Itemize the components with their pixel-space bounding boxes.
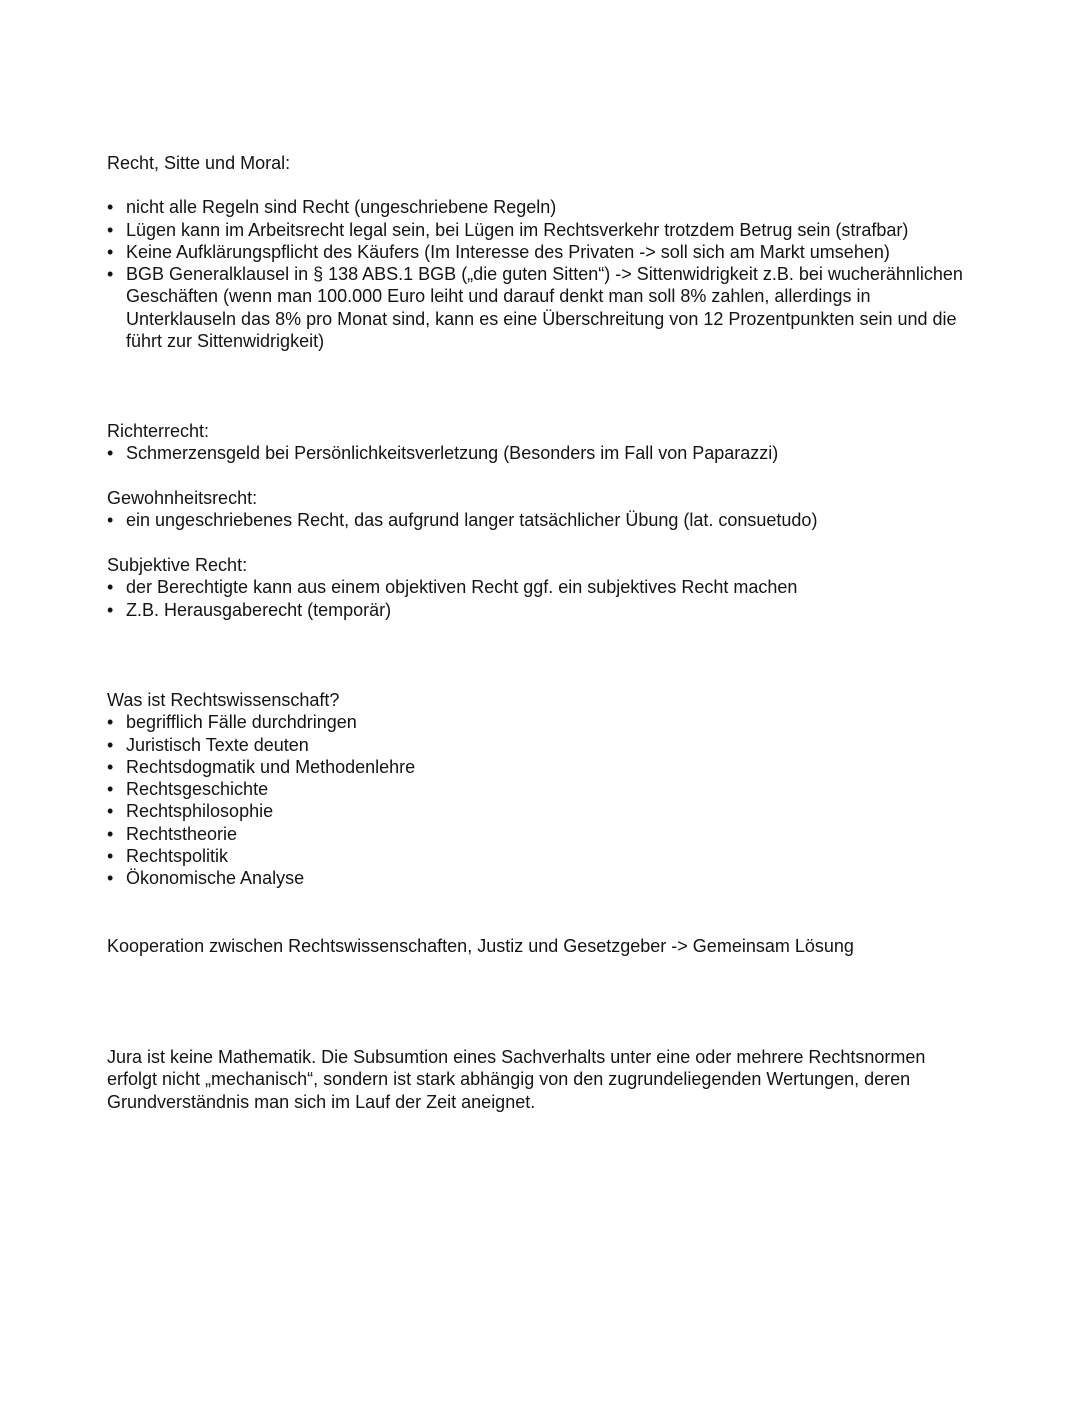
bullet-list: [107, 711, 977, 889]
list-item: [107, 509, 977, 531]
list-item: [107, 219, 977, 241]
list-item-text: Juristisch Texte deuten: [126, 734, 309, 755]
section-heading: Subjektive Recht:: [107, 555, 248, 575]
list-item: [107, 823, 977, 845]
bullet-icon: •: [107, 868, 114, 889]
bullet-icon: •: [107, 264, 114, 285]
list-item-text: Rechtsdogmatik und Methodenlehre: [126, 756, 416, 777]
list-item-text: BGB Generalklausel in § 138 ABS.1 BGB („die guten Sitten“) -> Sittenwidrigkeit z.B. bei wucherähnlichen Geschäften (wenn man 100.000 Euro leiht und darauf denkt man soll 8% zahlen, allerdings in Unterklauseln das 8% pro Monat sind, kann es eine Überschreitung von 12 Prozentpunkten sein und die führt zur Sittenwidrigkeit): [126, 264, 963, 352]
list-item: [107, 867, 977, 889]
bullet-icon: •: [107, 779, 114, 800]
list-item-text: Rechtsgeschichte: [126, 779, 269, 800]
section-recht-sitte-moral: [107, 152, 977, 352]
bullet-icon: •: [107, 599, 114, 620]
bullet-icon: •: [107, 577, 114, 598]
list-item-text: Ökonomische Analyse: [126, 868, 305, 889]
bullet-icon: •: [107, 443, 114, 464]
list-item-text: Z.B. Herausgaberecht (temporär): [126, 599, 392, 620]
bullet-list: [107, 509, 977, 531]
section-heading: Gewohnheitsrecht:: [107, 488, 258, 508]
list-item: [107, 800, 977, 822]
section-heading: Was ist Rechtswissenschaft?: [107, 690, 340, 710]
section-heading: Recht, Sitte und Moral:: [107, 153, 291, 173]
paragraph: Jura ist keine Mathematik. Die Subsumtion eines Sachverhalts unter eine oder mehrere Rechtsnormen erfolgt nicht „mechanisch“, sondern ist stark abhängig von den zugrundeliegenden Wertungen, deren Grundverständnis man sich im Lauf der Zeit aneignet.: [107, 1047, 926, 1112]
list-item: [107, 576, 977, 598]
list-item-text: Lügen kann im Arbeitsrecht legal sein, bei Lügen im Rechtsverkehr trotzdem Betrug sein (strafbar): [126, 219, 909, 240]
bullet-icon: •: [107, 801, 114, 822]
list-item: [107, 711, 977, 733]
list-item-text: nicht alle Regeln sind Recht (ungeschriebene Regeln): [126, 197, 557, 218]
bullet-icon: •: [107, 219, 114, 240]
bullet-list: [107, 196, 977, 352]
list-item-text: begrifflich Fälle durchdringen: [126, 712, 357, 733]
list-item: [107, 734, 977, 756]
section-rechtswissenschaft: [107, 689, 977, 890]
list-item-text: Rechtsphilosophie: [126, 801, 274, 822]
list-item: [107, 442, 977, 464]
list-item-text: Rechtspolitik: [126, 846, 229, 867]
bullet-icon: •: [107, 712, 114, 733]
list-item: [107, 263, 966, 352]
section-subjektive-recht: [107, 554, 977, 621]
bullet-icon: •: [107, 510, 114, 531]
list-item-text: ein ungeschriebenes Recht, das aufgrund langer tatsächlicher Übung (lat. consuetudo): [126, 510, 818, 531]
list-item: [107, 241, 977, 263]
bullet-list: [107, 576, 977, 621]
list-item-text: Keine Aufklärungspflicht des Käufers (Im Interesse des Privaten -> soll sich am Markt umsehen): [126, 241, 890, 262]
section-heading: Richterrecht:: [107, 421, 210, 441]
list-item: [107, 845, 977, 867]
list-item-text: Rechtstheorie: [126, 823, 238, 844]
section-kooperation: [107, 935, 977, 957]
section-gewohnheitsrecht: [107, 487, 977, 532]
bullet-icon: •: [107, 823, 114, 844]
bullet-icon: •: [107, 734, 114, 755]
bullet-icon: •: [107, 756, 114, 777]
bullet-list: [107, 442, 977, 464]
bullet-icon: •: [107, 846, 114, 867]
section-jura: [107, 1046, 977, 1113]
list-item: [107, 756, 977, 778]
list-item: [107, 599, 977, 621]
list-item-text: Schmerzensgeld bei Persönlichkeitsverletzung (Besonders im Fall von Paparazzi): [126, 443, 779, 464]
section-richterrecht: [107, 420, 977, 465]
bullet-icon: •: [107, 197, 114, 218]
paragraph: Kooperation zwischen Rechtswissenschaften, Justiz und Gesetzgeber -> Gemeinsam Lösung: [107, 936, 854, 956]
list-item-text: der Berechtigte kann aus einem objektiven Recht ggf. ein subjektives Recht machen: [126, 577, 798, 598]
bullet-icon: •: [107, 241, 114, 262]
list-item: [107, 196, 977, 218]
list-item: [107, 778, 977, 800]
